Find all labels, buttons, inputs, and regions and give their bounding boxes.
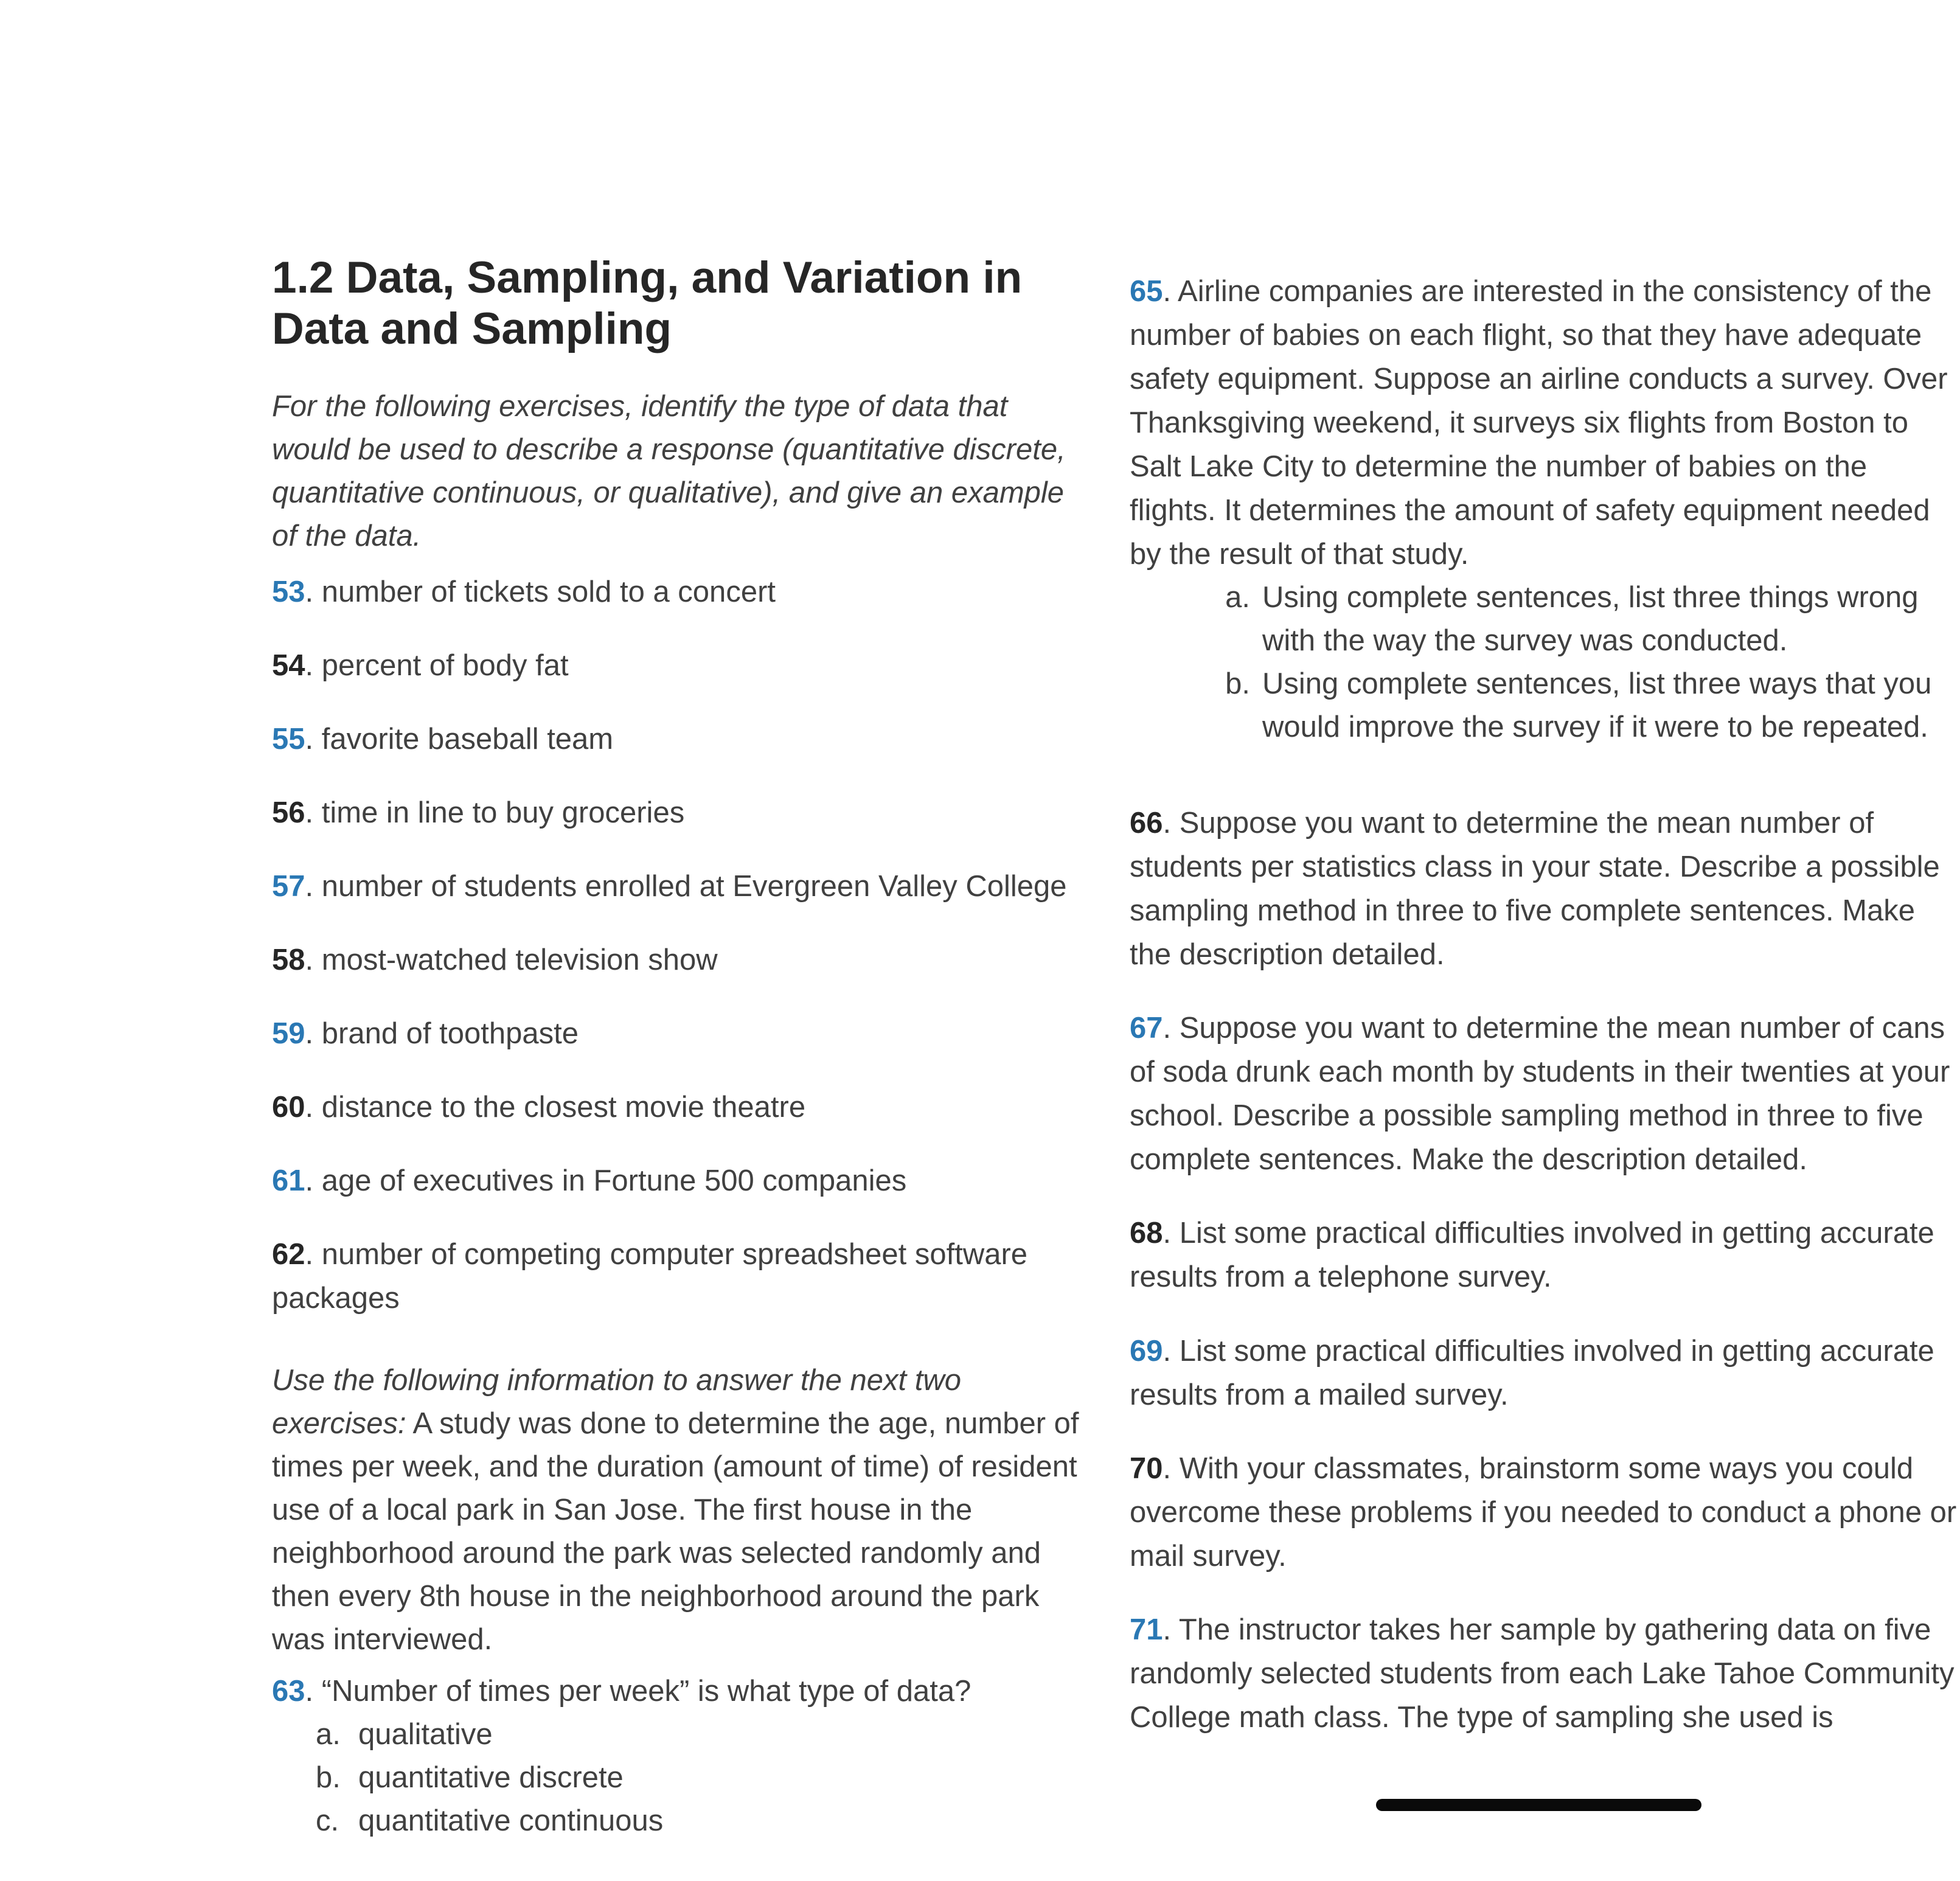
exercise-69: 69. List some practical difficulties involved in getting accurate results from a mailed survey. <box>1130 1335 1934 1411</box>
exercise-63-options <box>272 1713 1081 1843</box>
exercise-65-text: Airline companies are interested in the consistency of the number of babies on each flight, so that they have adequate safety equipment. Suppose an airline conducts a survey. Over Thanksgiving weekend, it surveys six flights from Boston to Salt Lake City to determine the number of babies on the flights. It determines the amount of safety equipment needed by the result of that study. <box>1130 275 1948 571</box>
option-letter: b. <box>1225 667 1250 700</box>
exercise-53-text: number of tickets sold to a concert <box>321 575 776 608</box>
option-text: quantitative discrete <box>358 1761 624 1794</box>
exercise-56: 56. time in line to buy groceries <box>272 796 685 829</box>
park-study-info <box>272 1359 1081 1661</box>
exercise-71: 71. The instructor takes her sample by gathering data on five randomly selected students from each Lake Tahoe Community College math class. The type of sampling she used is <box>1130 1613 1955 1734</box>
exercise-62-text: number of competing computer spreadsheet software packages <box>272 1238 1028 1315</box>
exercise-58-text: most-watched television show <box>321 944 718 976</box>
exercise-68: 68. List some practical difficulties involved in getting accurate results from a telephone survey. <box>1130 1217 1934 1293</box>
exercise-58-number: 58 <box>272 944 305 976</box>
option-text: quantitative continuous <box>358 1804 664 1837</box>
exercise-70-text: With your classmates, brainstorm some ways you could overcome these problems if you needed to conduct a phone or mail survey. <box>1130 1452 1957 1573</box>
option-text: qualitative <box>358 1718 493 1751</box>
exercise-59-number[interactable]: 59 <box>272 1017 305 1050</box>
exercise-71-text: The instructor takes her sample by gathering data on five randomly selected students from each Lake Tahoe Community College math class. The type of sampling she used is <box>1130 1613 1955 1734</box>
exercise-61-number[interactable]: 61 <box>272 1164 305 1197</box>
exercise-67-number[interactable]: 67 <box>1130 1012 1163 1045</box>
option-text: Using complete sentences, list three things wrong with the way the survey was conducted. <box>1262 581 1919 657</box>
exercise-60-number: 60 <box>272 1091 305 1124</box>
exercise-55-text: favorite baseball team <box>321 723 614 756</box>
exercise-57-text: number of students enrolled at Evergreen Valley College <box>321 870 1067 903</box>
option-item <box>272 1799 1081 1843</box>
exercise-55-number[interactable]: 55 <box>272 723 305 756</box>
option-letter: a. <box>316 1718 341 1751</box>
exercise-63-number[interactable]: 63 <box>272 1675 305 1708</box>
option-item <box>1130 662 1960 749</box>
exercise-56-number: 56 <box>272 796 305 829</box>
exercise-57: 57. number of students enrolled at Evergreen Valley College <box>272 870 1067 903</box>
park-study-body: A study was done to determine the age, number of times per week, and the duration (amount of time) of resident use of a local park in San Jose. The first house in the neighborhood around the park was selected randomly and then every 8th house in the neighborhood around the park was interviewed. <box>272 1407 1079 1656</box>
exercise-instructions: For the following exercises, identify the type of data that would be used to describe a response (quantitative discrete, quantitative continuous, or qualitative), and give an example of the data. <box>272 390 1066 552</box>
exercise-61-text: age of executives in Fortune 500 companies <box>321 1164 907 1197</box>
exercise-70: 70. With your classmates, brainstorm some ways you could overcome these problems if you needed to conduct a phone or mail survey. <box>1130 1452 1957 1573</box>
left-column <box>272 252 1081 1843</box>
exercise-68-number: 68 <box>1130 1217 1163 1250</box>
exercise-66-text: Suppose you want to determine the mean number of students per statistics class in your state. Describe a possible sampling method in three to five complete sentences. Make the description detailed. <box>1130 807 1940 971</box>
exercise-53: 53. number of tickets sold to a concert <box>272 575 776 608</box>
home-indicator-bar[interactable] <box>1376 1799 1701 1811</box>
exercise-60-text: distance to the closest movie theatre <box>321 1091 806 1124</box>
exercise-65-number[interactable]: 65 <box>1130 275 1163 308</box>
exercise-71-number[interactable]: 71 <box>1130 1613 1163 1646</box>
exercise-66: 66. Suppose you want to determine the mean number of students per statistics class in your state. Describe a possible sampling method in three to five complete sentences. Make the description detailed. <box>1130 807 1940 971</box>
section-title-line1: 1.2 Data, Sampling, and Variation in <box>272 253 1023 302</box>
exercise-58: 58. most-watched television show <box>272 944 718 976</box>
option-letter: b. <box>316 1761 341 1794</box>
option-letter: c. <box>316 1804 339 1837</box>
section-title <box>272 252 1081 355</box>
exercise-55: 55. favorite baseball team <box>272 723 614 756</box>
exercise-67-text: Suppose you want to determine the mean number of cans of soda drunk each month by students in their twenties at your school. Describe a possible sampling method in three to five complete sentences. Make the description detailed. <box>1130 1012 1950 1176</box>
exercise-67: 67. Suppose you want to determine the mean number of cans of soda drunk each month by students in their twenties at your school. Describe a possible sampling method in three to five complete sentences. Make the description detailed. <box>1130 1012 1950 1176</box>
exercise-66-number: 66 <box>1130 807 1163 840</box>
exercise-65: 65. Airline companies are interested in the consistency of the number of babies on each flight, so that they have adequate safety equipment. Suppose an airline conducts a survey. Over Thanksgiving weekend, it surveys six flights from Boston to Salt Lake City to determine the number of babies on the flights. It determines the amount of safety equipment needed by the result of that study. <box>1130 275 1948 571</box>
section-title-line2: Data and Sampling <box>272 304 672 353</box>
exercise-53-number[interactable]: 53 <box>272 575 305 608</box>
exercise-62-number: 62 <box>272 1238 305 1271</box>
exercise-68-text: List some practical difficulties involved in getting accurate results from a telephone survey. <box>1130 1217 1934 1293</box>
park-study-lead: Use the following information to answer the next two exercises: <box>272 1364 962 1440</box>
right-column <box>1130 269 1960 1739</box>
option-text: Using complete sentences, list three ways that you would improve the survey if it were to be repeated. <box>1262 667 1932 743</box>
exercise-54: 54. percent of body fat <box>272 649 569 682</box>
exercise-62: 62. number of competing computer spreadsheet software packages <box>272 1238 1028 1315</box>
exercise-63: 63. “Number of times per week” is what type of data? <box>272 1675 971 1708</box>
exercise-65-options <box>1130 576 1960 749</box>
option-item <box>1130 576 1960 662</box>
exercise-59-text: brand of toothpaste <box>321 1017 579 1050</box>
exercise-60: 60. distance to the closest movie theatre <box>272 1091 806 1124</box>
exercise-57-number[interactable]: 57 <box>272 870 305 903</box>
exercise-59: 59. brand of toothpaste <box>272 1017 579 1050</box>
exercise-63-text: “Number of times per week” is what type of data? <box>321 1675 971 1708</box>
exercise-54-text: percent of body fat <box>321 649 569 682</box>
exercise-69-text: List some practical difficulties involved in getting accurate results from a mailed survey. <box>1130 1335 1934 1411</box>
option-item <box>272 1713 1081 1756</box>
exercise-70-number: 70 <box>1130 1452 1163 1485</box>
exercise-69-number[interactable]: 69 <box>1130 1335 1163 1368</box>
option-letter: a. <box>1225 581 1250 614</box>
option-item <box>272 1756 1081 1799</box>
exercise-54-number: 54 <box>272 649 305 682</box>
exercise-61: 61. age of executives in Fortune 500 companies <box>272 1164 907 1197</box>
exercise-56-text: time in line to buy groceries <box>321 796 685 829</box>
